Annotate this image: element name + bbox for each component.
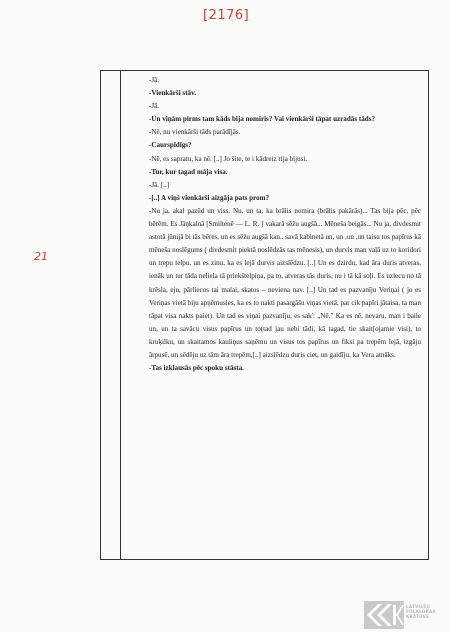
page-number: [2176] bbox=[203, 8, 250, 23]
interviewer-line: -Tas izklausās pēc spoku stāsta. bbox=[149, 364, 244, 373]
margin-annotation: 21 bbox=[34, 250, 48, 263]
archive-logo-mark bbox=[364, 601, 404, 629]
archive-logo-line: FOLKLORAS bbox=[406, 609, 436, 615]
transcript-column bbox=[149, 74, 421, 375]
interviewer-line: -[..] A viņš vienkārši aizgāja pats prom? bbox=[149, 193, 270, 202]
interviewer-line: -Tur, kur tagad māja visa. bbox=[149, 167, 228, 176]
informant-line: -Jā. [..] bbox=[149, 180, 170, 189]
informant-line: -Nē, nu vienkārši tāds parādījās. bbox=[149, 128, 241, 137]
interviewer-line: -Caurspīdīgs? bbox=[149, 141, 192, 150]
frame-column-divider bbox=[120, 70, 121, 560]
informant-line: -Nē, es sapratu, ka nē. [..] Jo šite, te i kādreiz rija bijusi. bbox=[149, 154, 308, 163]
archive-logo-text bbox=[406, 604, 436, 620]
informant-line: -Nu ja, akal pazūd un viss. Nu, un ta, ka brālis nomira (brālis pakārās)... Tas bija pēc, pēc bērēm. Es Jāņkalnā [Smiltenē — L. R. ] vakarā sēžu augšā... Mēneša beigās... Nu ja, divdesmit astotā jūnijā bi tās bēres, un es sēžu augšā kan.. savā kabinetā un, un ,un ,un taisu tos papīrus kā mēneša noslēgums ( divdesmit piektā noslēdzās tas mēnesis), un durvis man vaļā uz to koridori un trepu telpu, un es zinu, ka es lejā durvis aizslēdzu. [..] Un es dzirdu, kad āra duris atveras, ienāk un tur tāda neliela tā priekštelpiņa, pa to, atveras tās duris, nu i tā kā soļi. Es uzlecu no tā krēsla, eju, pārliecos tai malai, skatos – neviena nav. [..] Un tad es pazvanīju Veriņai ( jo es Veriņas vietā biju apņēmusies, ka es to nakti pasargāšu viņas vietā, par cik papīri jātaisa, ta man tāpat visa nakts paiet). Un tad es viņai pazvanīju, es sak': „Nē.” Ka es nē, nevaru, man i baile un, un ta savācu visus papīrus un to(tad jau nebi tādi, kā tagad, tie skait[ojamie visi), to kruķilku, un skaitamos kauliņus saņēmu un visus tos papīrus un fiksi pa trepēm lejā, izgāju ārpusē, un sēdēju uz tām āra trepēm,[..] aizslēdzu duris ciet, un gaidīju, ka Vera atnāks. bbox=[149, 206, 421, 359]
archive-logo-line: KRĀTUVE bbox=[406, 614, 430, 620]
informant-line: -Jā. bbox=[149, 76, 160, 84]
informant-line: -Jā. bbox=[149, 102, 160, 111]
interviewer-line: -Vienkārši stāv. bbox=[149, 89, 197, 98]
archive-logo bbox=[364, 601, 446, 629]
interviewer-line: -Un viņām pirms tam kāds bija nomiris? Vai vienkārši tāpat uzradās tāds? bbox=[149, 115, 376, 124]
archive-logo-line: LATVIEŠU bbox=[406, 604, 431, 609]
